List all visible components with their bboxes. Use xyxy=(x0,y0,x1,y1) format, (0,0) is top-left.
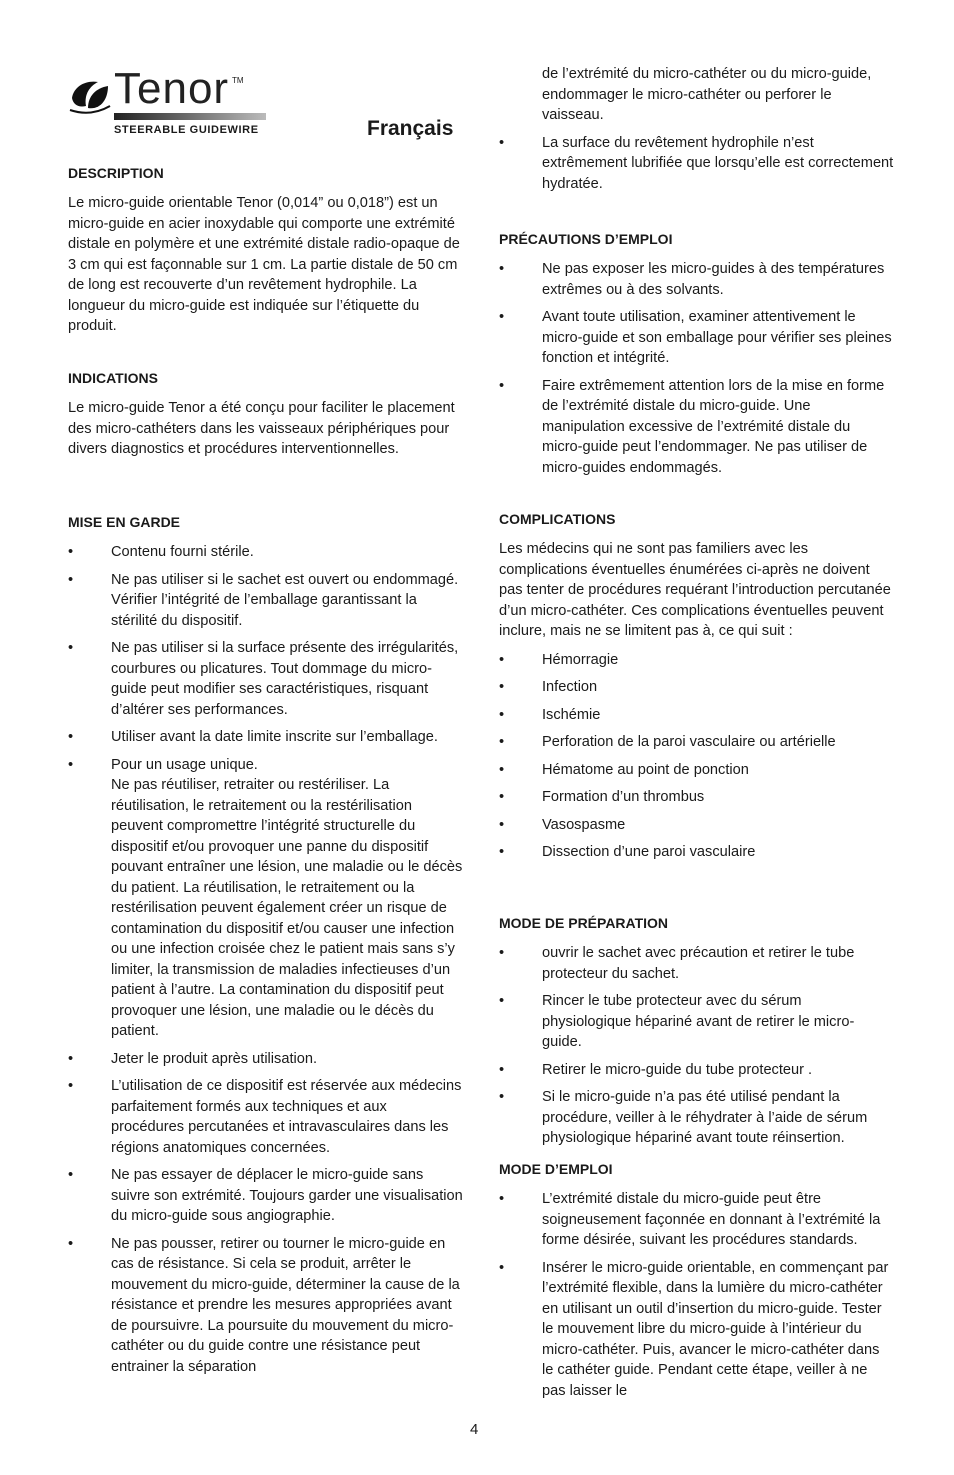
warnings-continued xyxy=(499,64,894,201)
list-item: • ouvrir le sachet avec précaution et retirer le tube protecteur du sachet. xyxy=(499,943,894,984)
warnings-section xyxy=(68,514,463,1384)
brand-subtitle: STEERABLE GUIDEWIRE xyxy=(114,124,259,136)
list-item: • Formation d’un thrombus xyxy=(499,787,894,808)
description-section xyxy=(68,165,463,337)
list-item: • Hématome au point de ponction xyxy=(499,760,894,781)
list-item: • L’extrémité distale du micro-guide peut être soigneusement façonnée en donnant à l’extrémité la forme désirée, suivant les procédures standards. xyxy=(499,1189,894,1251)
list-item: • Ne pas utiliser si la surface présente des irrégularités, courbures ou plicatures. Tout dommage du micro-guide peut modifier ses caractéristiques, risquant d’altérer ses performances. xyxy=(68,638,463,720)
list-item: • Vasospasme xyxy=(499,815,894,836)
preparation-list xyxy=(499,943,894,1149)
list-item: • Si le micro-guide n’a pas été utilisé pendant la procédure, veiller à le réhydrater à l’aide de sérum physiologique hépariné avant toute réinsertion. xyxy=(499,1087,894,1149)
usage-list xyxy=(499,1189,894,1401)
indications-heading: INDICATIONS xyxy=(68,370,158,386)
preparation-heading: MODE DE PRÉPARATION xyxy=(499,915,669,931)
list-item: • Hémorragie xyxy=(499,650,894,671)
list-item: • La surface du revêtement hydrophile n’est extrêmement lubrifiée que lorsqu’elle est correctement hydratée. xyxy=(499,133,894,195)
page-number: 4 xyxy=(470,1421,479,1438)
warnings-list-continued xyxy=(499,64,894,194)
complications-section xyxy=(499,511,894,870)
list-item: • Insérer le micro-guide orientable, en commençant par l’extrémité flexible, dans la lumière du micro-cathéter en utilisant un outil d’insertion du micro-guide. Tester le mouvement libre du micro-guide à l’intérieur du micro-cathéter. Puis, avancer le micro-cathéter dans le cathéter guide. Pendant cette étape, veiller à ne pas laisser le xyxy=(499,1258,894,1402)
usage-heading: MODE D’EMPLOI xyxy=(499,1161,613,1177)
list-item: • Ne pas essayer de déplacer le micro-guide sans suivre son extrémité. Toujours garder une visualisation du micro-guide sous angiographie. xyxy=(68,1165,463,1227)
precautions-section xyxy=(499,231,894,485)
brand-name: Tenor xyxy=(114,64,230,113)
list-item: • L’utilisation de ce dispositif est réservée aux médecins parfaitement formés aux techniques et aux procédures percutanées et intravasculaires dans les régions anatomiques concernées. xyxy=(68,1076,463,1158)
complications-list xyxy=(499,650,894,863)
list-item: • Contenu fourni stérile. xyxy=(68,542,463,563)
list-item: • Ne pas utiliser si le sachet est ouvert ou endommagé. Vérifier l’intégrité de l’emballage garantissant la stérilité du dispositif. xyxy=(68,570,463,632)
list-item: • Jeter le produit après utilisation. xyxy=(68,1049,463,1070)
list-item: • Ne pas pousser, retirer ou tourner le micro-guide en cas de résistance. Si cela se produit, arrêter le mouvement du micro-guide, déterminer la cause de la résistance et prendre les mesures appropriées avant de poursuivre. La poursuite du mouvement du micro-cathéter ou du guide contre une résistance peut entrainer la séparation xyxy=(68,1234,463,1378)
precautions-heading: PRÉCAUTIONS D’EMPLOI xyxy=(499,231,673,247)
indications-text: Le micro-guide Tenor a été conçu pour faciliter le placement des micro-cathéters dans les vaisseaux périphériques pour divers diagnostics et procédures interventionnelles. xyxy=(68,400,455,457)
list-item: • Rincer le tube protecteur avec du sérum physiologique hépariné avant de retirer le micro-guide. xyxy=(499,991,894,1053)
leaf-logo-icon xyxy=(68,76,112,116)
list-item: • Dissection d’une paroi vasculaire xyxy=(499,842,894,863)
usage-section xyxy=(499,1161,894,1408)
list-item: • Ne pas exposer les micro-guides à des températures extrêmes ou à des solvants. xyxy=(499,259,894,300)
list-item: • Utiliser avant la date limite inscrite sur l’emballage. xyxy=(68,727,463,748)
list-item: • Retirer le micro-guide du tube protecteur . xyxy=(499,1060,894,1081)
description-heading: DESCRIPTION xyxy=(68,165,164,181)
trademark: TM xyxy=(232,76,244,85)
list-item: • Infection xyxy=(499,677,894,698)
preparation-section xyxy=(499,915,894,1156)
list-item: • Faire extrêmement attention lors de la mise en forme de l’extrémité distale du micro-guide. Une manipulation excessive de l’extrémité distale du micro-guide peut l’endommager. Ne pas utiliser de micro-guides endommagés. xyxy=(499,376,894,479)
language-title: Français xyxy=(367,117,454,140)
complications-text: Les médecins qui ne sont pas familiers avec les complications éventuelles énumérées ci-après ne doivent pas tenter de procédures requérant l’introduction percutanée d’un micro-cathéter. Ces complications éventuelles peuvent inclure, mais ne se limitent pas à, ce qui suit : xyxy=(499,541,891,639)
list-item: • Perforation de la paroi vasculaire ou artérielle xyxy=(499,732,894,753)
indications-section xyxy=(68,370,463,460)
precautions-list xyxy=(499,259,894,478)
list-item: • Avant toute utilisation, examiner attentivement le micro-guide et son emballage pour vérifier ses pleines fonction et intégrité. xyxy=(499,307,894,369)
list-item-continuation: de l’extrémité du micro-cathéter ou du micro-guide, endommager le micro-cathéter ou perforer le vaisseau. xyxy=(542,66,872,123)
list-item: • Pour un usage unique. Ne pas réutiliser, retraiter ou restériliser. La réutilisation, le retraitement ou la restérilisation peuvent compromettre l’intégrité structurelle du dispositif et/ou provoquer une panne du dispositif pouvant entraîner une lésion, une maladie ou le décès du patient. La réutilisation, le retraitement ou la restérilisation peuvent également créer un risque de contamination du dispositif et/ou causer une infection ou une infection croisée chez le patient mais sans s’y limiter, la transmission de maladies infectieuses d’un patient à l’autre. La contamination du dispositif peut provoquer une lésion, une maladie ou le décès du patient. xyxy=(68,755,463,1042)
warnings-list xyxy=(68,542,463,1377)
description-text: Le micro-guide orientable Tenor (0,014” ou 0,018”) est un micro-guide en acier inoxydable qui comporte une extrémité distale en polymère et une extrémité distale radio-opaque de 3 cm qui est façonnable sur 1 cm. La partie distale de 50 cm de long est recouverte d’un revêtement hydrophile. La longueur du micro-guide est indiquée sur l’étiquette du produit. xyxy=(68,195,460,334)
tenor-logo xyxy=(68,64,268,140)
logo-gradient-bar xyxy=(114,113,266,120)
list-item: • Ischémie xyxy=(499,705,894,726)
warnings-heading: MISE EN GARDE xyxy=(68,514,181,530)
complications-heading: COMPLICATIONS xyxy=(499,511,616,527)
